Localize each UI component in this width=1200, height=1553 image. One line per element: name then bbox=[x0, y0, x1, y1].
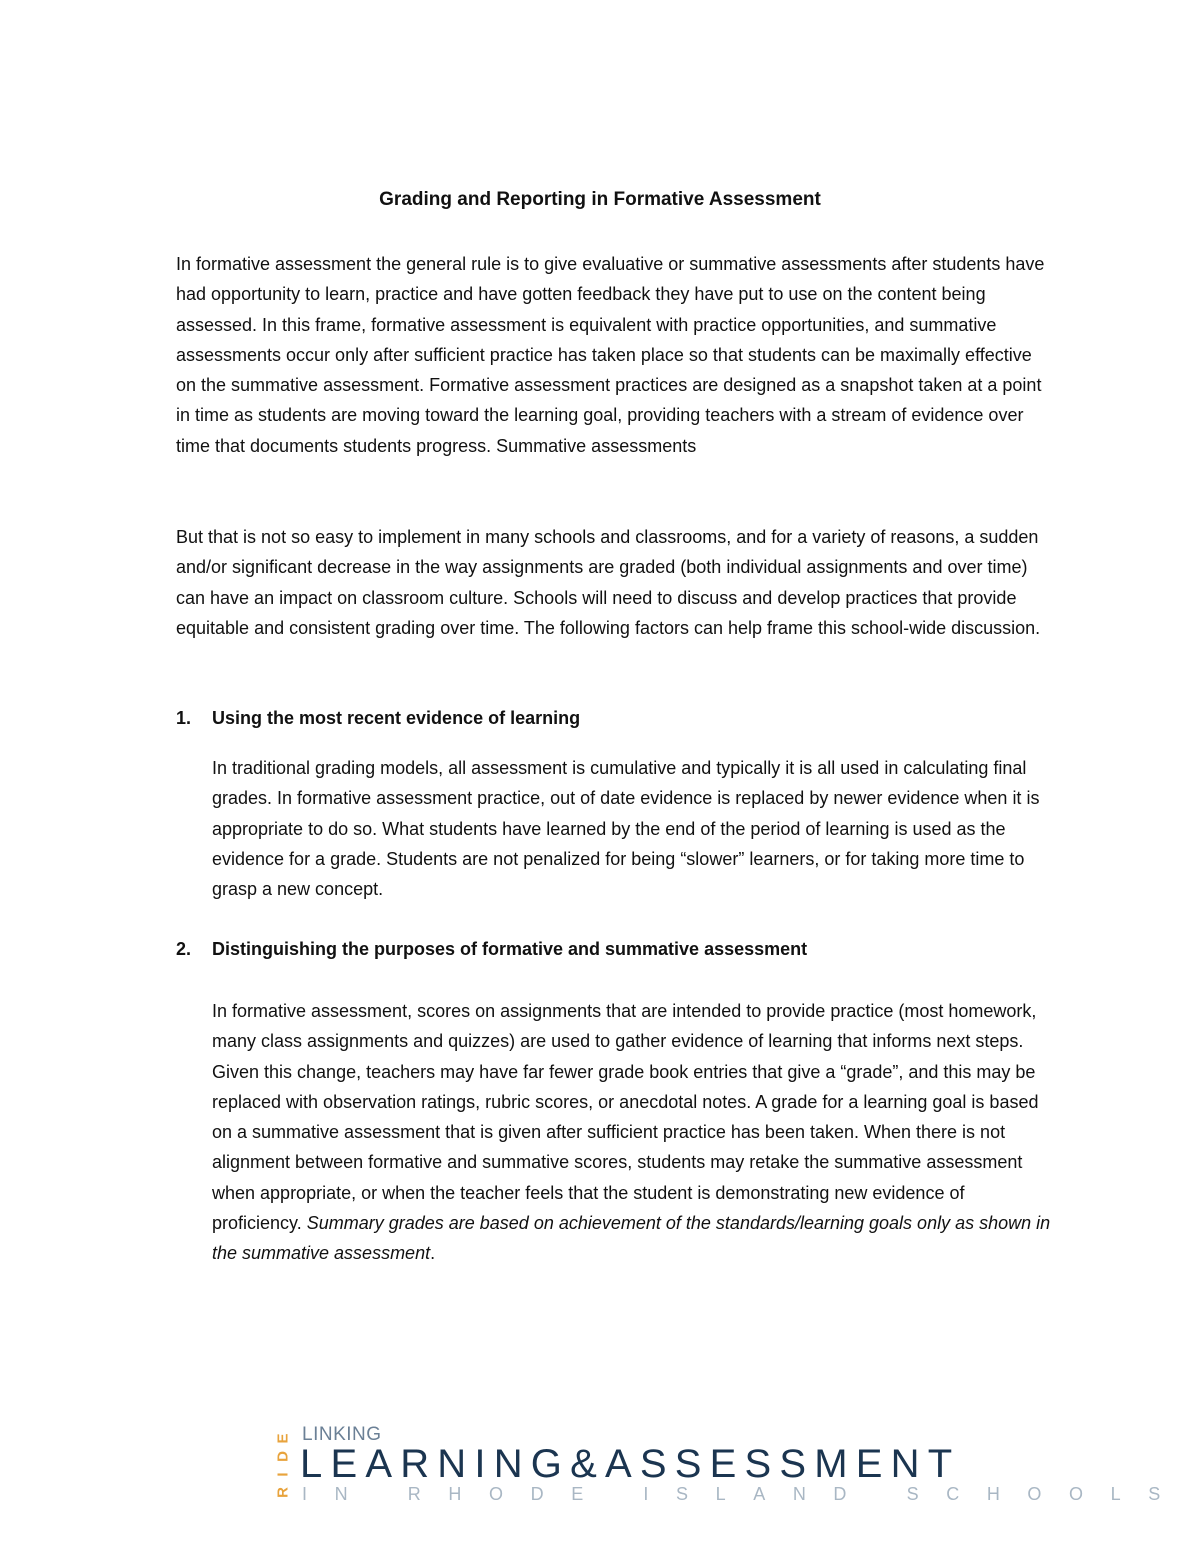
section-2-body-end: . bbox=[430, 1243, 436, 1264]
ride-logo bbox=[272, 1424, 1188, 1508]
section-1-number: 1. bbox=[176, 708, 192, 728]
document-title: Grading and Reporting in Formative Assessment bbox=[379, 189, 821, 210]
section-1-heading bbox=[176, 704, 580, 732]
logo-ride-letter: R bbox=[274, 1487, 292, 1498]
section-1-body: In traditional grading models, all assessment is cumulative and typically it is all used in calculating final grades. In formative assessment practice, out of date evidence is replaced by newer evidence when it is appropriate to do so. What students have learned by the end of the period of learning is used as the evidence for a grade. Students are not penalized for being “slower” learners, or for taking more time to grasp a new concept. bbox=[212, 758, 1040, 900]
section-1-title: Using the most recent evidence of learning bbox=[212, 708, 581, 728]
logo-ride-vertical bbox=[272, 1426, 294, 1506]
section-2-number: 2. bbox=[176, 939, 192, 959]
section-2-body-italic: Summary grades are based on achievement of the standards/learning goals only as shown in the summative assessment bbox=[212, 1213, 1051, 1264]
section-2-title: Distinguishing the purposes of formative and summative assessment bbox=[212, 939, 808, 959]
logo-ride-letter: D bbox=[274, 1451, 292, 1462]
logo-ride-letter: E bbox=[274, 1433, 292, 1444]
paragraph-implementation: But that is not so easy to implement in many schools and classrooms, and for a variety of reasons, a sudden and/or significant decrease in the way assignments are graded (both individual assignments and over time) can have an impact on classroom culture. Schools will need to discuss and develop practices that provide equitable and consistent grading over time. The following factors can help frame this school-wide discussion. bbox=[176, 527, 1041, 638]
logo-linking-text: LINKING bbox=[302, 1424, 382, 1445]
logo-ride-letter: I bbox=[274, 1472, 292, 1477]
logo-sub-text: IN RHODE ISLAND SCHOOLS bbox=[302, 1484, 1188, 1504]
section-2-body-text: In formative assessment, scores on assignments that are intended to provide practice (most homework, many class assignments and quizzes) are used to gather evidence of learning that informs next steps. Given this change, teachers may have far fewer grade book entries that give a “grade”, and this may be replaced with observation ratings, rubric scores, or anecdotal notes. A grade for a learning goal is based on a summative assessment that is given after sufficient practice has been taken. When there is not alignment between formative and summative scores, students may retake the summative assessment when appropriate, or when the teacher feels that the student is demonstrating new evidence of proficiency. bbox=[212, 1001, 1039, 1234]
logo-main-text: LEARNING&ASSESSMENT bbox=[300, 1442, 961, 1486]
paragraph-intro: In formative assessment the general rule is to give evaluative or summative assessments after students have had opportunity to learn, practice and have gotten feedback they have put to use on the content being assessed. In this frame, formative assessment is equivalent with practice opportunities, and summative assessments occur only after sufficient practice has taken place so that students can be maximally effective on the summative assessment. Formative assessment practices are designed as a snapshot taken at a point in time as students are moving toward the learning goal, providing teachers with a stream of evidence over time that documents students progress. Summative assessments bbox=[176, 254, 1045, 456]
section-2-body bbox=[212, 996, 1056, 1269]
section-2-heading bbox=[176, 935, 807, 963]
